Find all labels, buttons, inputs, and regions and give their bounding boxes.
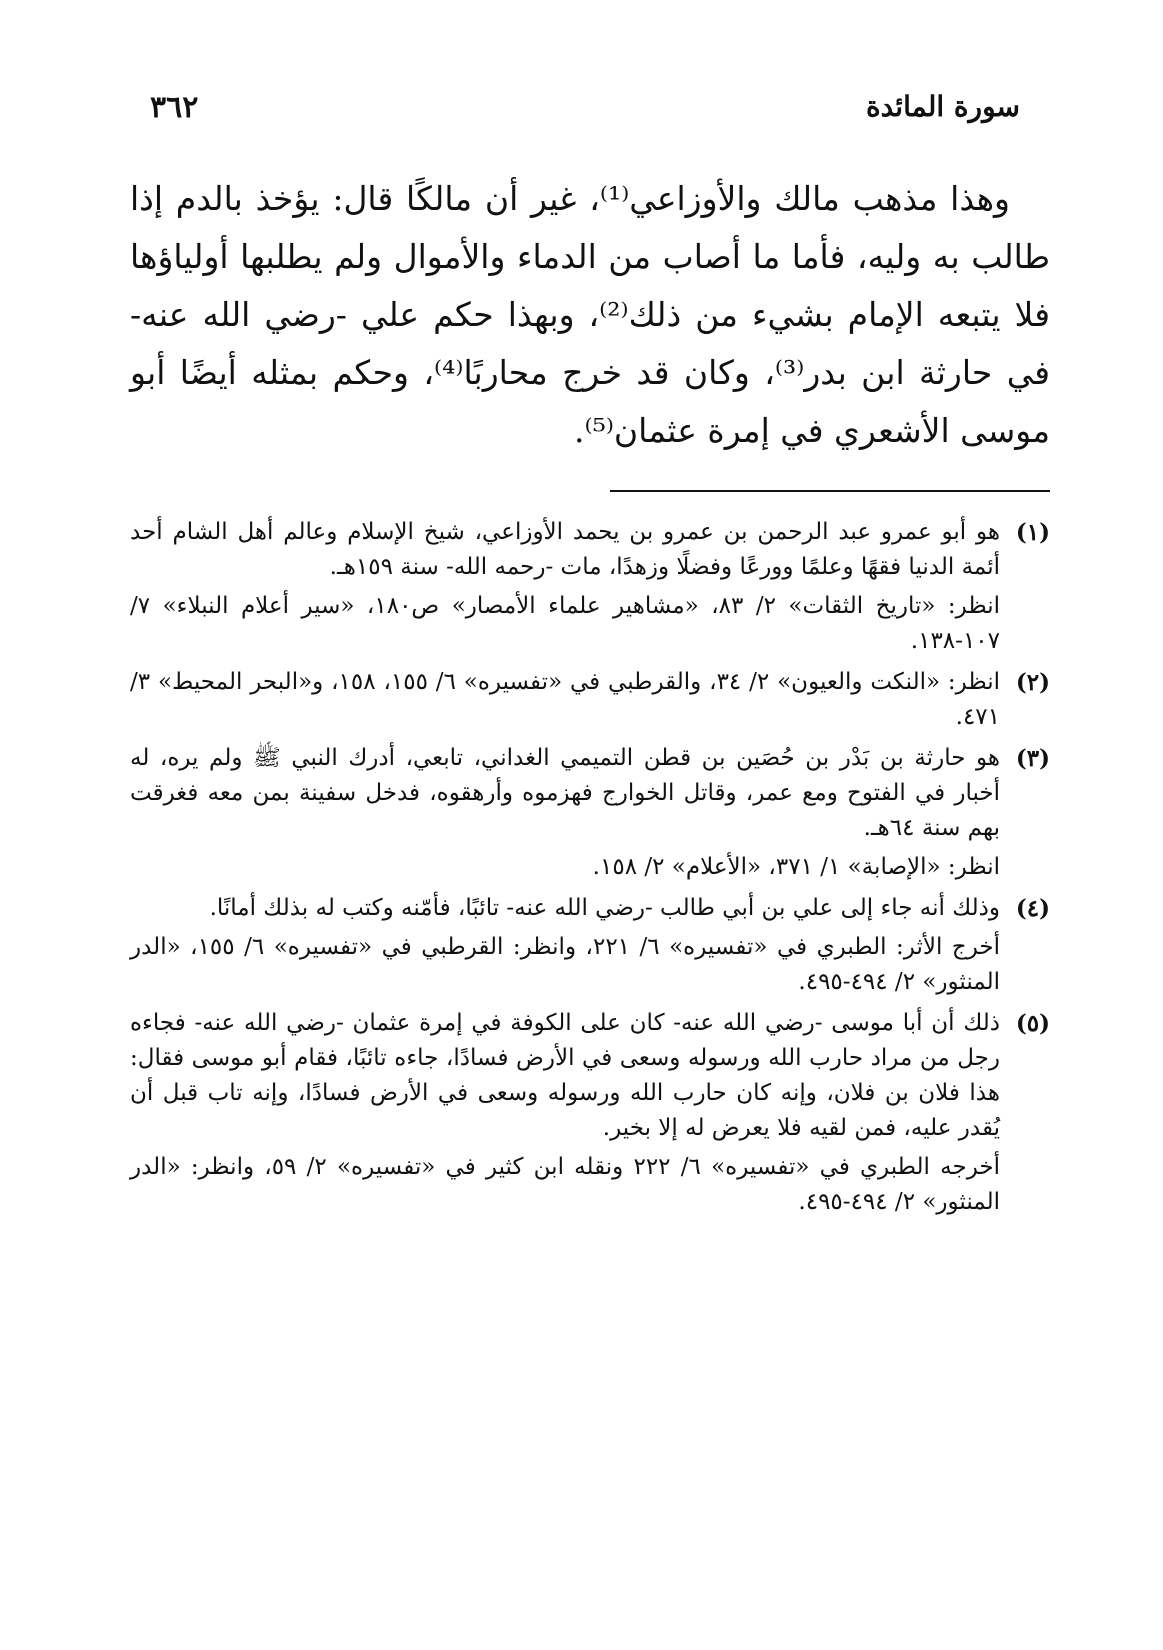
footnote-2 <box>130 665 1050 735</box>
footnote-text: انظر: «النكت والعيون» ٢/ ٣٤، والقرطبي في «تفسيره» ٦/ ١٥٥، ١٥٨، و«البحر المحيط» ٣/ ٤٧١. <box>130 669 1000 730</box>
footnote-number: (٢) <box>1015 669 1050 696</box>
footnote-1 <box>130 515 1050 659</box>
footnote-text: هو أبو عمرو عبد الرحمن بن عمرو بن يحمد الأوزاعي، شيخ الإسلام وعالم أهل الشام أحد أئمة الدنيا فقهًا وعلمًا وورعًا وفضلًا وزهدًا، مات -رحمه الله- سنة ١٥٩هـ. <box>130 519 1000 580</box>
footnote-3 <box>130 741 1050 885</box>
footnote-number: (٣) <box>1015 745 1050 772</box>
book-page <box>110 70 1050 1610</box>
footnote-body <box>130 741 1000 885</box>
footnote-body <box>130 515 1000 659</box>
footnote-text: ذلك أن أبا موسى -رضي الله عنه- كان على الكوفة في إمرة عثمان -رضي الله عنه- فجاءه رجل من مراد حارب الله ورسوله وسعى في الأرض فسادًا، جاءه تائبًا، فقام أبو موسى فقال: هذا فلان بن فلان، وإنه كان حارب الله ورسوله وسعى في الأرض فسادًا، وإنه تاب قبل أن يُقدر عليه، فمن لقيه فلا يعرض له إلا بخير. <box>130 1010 1000 1141</box>
main-paragraph: وهذا مذهب مالك والأوزاعي⁽¹⁾، غير أن مالكًا قال: يؤخذ بالدم إذا طالب به وليه، فأما ما أصاب من الدماء والأموال ولم يطلبها أولياؤها فلا يتبعه الإمام بشيء من ذلك⁽²⁾، وبهذا حكم علي -رضي الله عنه- في حارثة ابن بدر⁽³⁾، وكان قد خرج محاربًا⁽⁴⁾، وحكم بمثله أيضًا أبو موسى الأشعري في إمرة عثمان⁽⁵⁾. <box>130 179 1050 450</box>
main-text <box>130 170 1050 460</box>
page-number: ٣٦٢ <box>150 90 199 125</box>
page-header <box>110 90 1050 130</box>
footnote-4 <box>130 891 1050 1000</box>
footnote-text: وذلك أنه جاء إلى علي بن أبي طالب -رضي الله عنه- تائبًا، فأمّنه وكتب له بذلك أمانًا. <box>209 895 1000 921</box>
footnote-number: (١) <box>1015 519 1050 546</box>
footnote-reference: انظر: «تاريخ الثقات» ٢/ ٨٣، «مشاهير علماء الأمصار» ص١٨٠، «سير أعلام النبلاء» ٧/ ١٠٧-١٣٨. <box>130 593 1001 654</box>
footnote-5 <box>130 1006 1050 1220</box>
footnotes <box>130 515 1050 1226</box>
surah-title: سورة المائدة <box>865 90 1020 123</box>
footnote-reference: انظر: «الإصابة» ١/ ٣٧١، «الأعلام» ٢/ ١٥٨. <box>592 854 1000 880</box>
footnote-text: هو حارثة بن بَدْر بن حُصَين بن قطن التميمي الغداني، تابعي، أدرك النبي ﷺ ولم يره، له أخبار في الفتوح ومع عمر، وقاتل الخوارج فهزموه وأرهقوه، فدخل سفينة بمن معه فغرقت بهم سنة ٦٤هـ. <box>130 745 1000 841</box>
footnote-reference: أخرجه الطبري في «تفسيره» ٦/ ٢٢٢ ونقله ابن كثير في «تفسيره» ٢/ ٥٩، وانظر: «الدر المنثور» ٢/ ٤٩٤-٤٩٥. <box>130 1154 1000 1215</box>
footnote-number: (٤) <box>1015 895 1050 922</box>
footnote-body <box>130 665 1000 735</box>
footnote-body <box>130 1006 1000 1220</box>
footnote-reference: أخرج الأثر: الطبري في «تفسيره» ٦/ ٢٢١، وانظر: القرطبي في «تفسيره» ٦/ ١٥٥، «الدر المنثور» ٢/ ٤٩٤-٤٩٥. <box>130 934 1000 995</box>
footnote-number: (٥) <box>1015 1010 1050 1037</box>
footnote-body <box>130 891 1000 1000</box>
footnote-separator <box>610 490 1050 492</box>
